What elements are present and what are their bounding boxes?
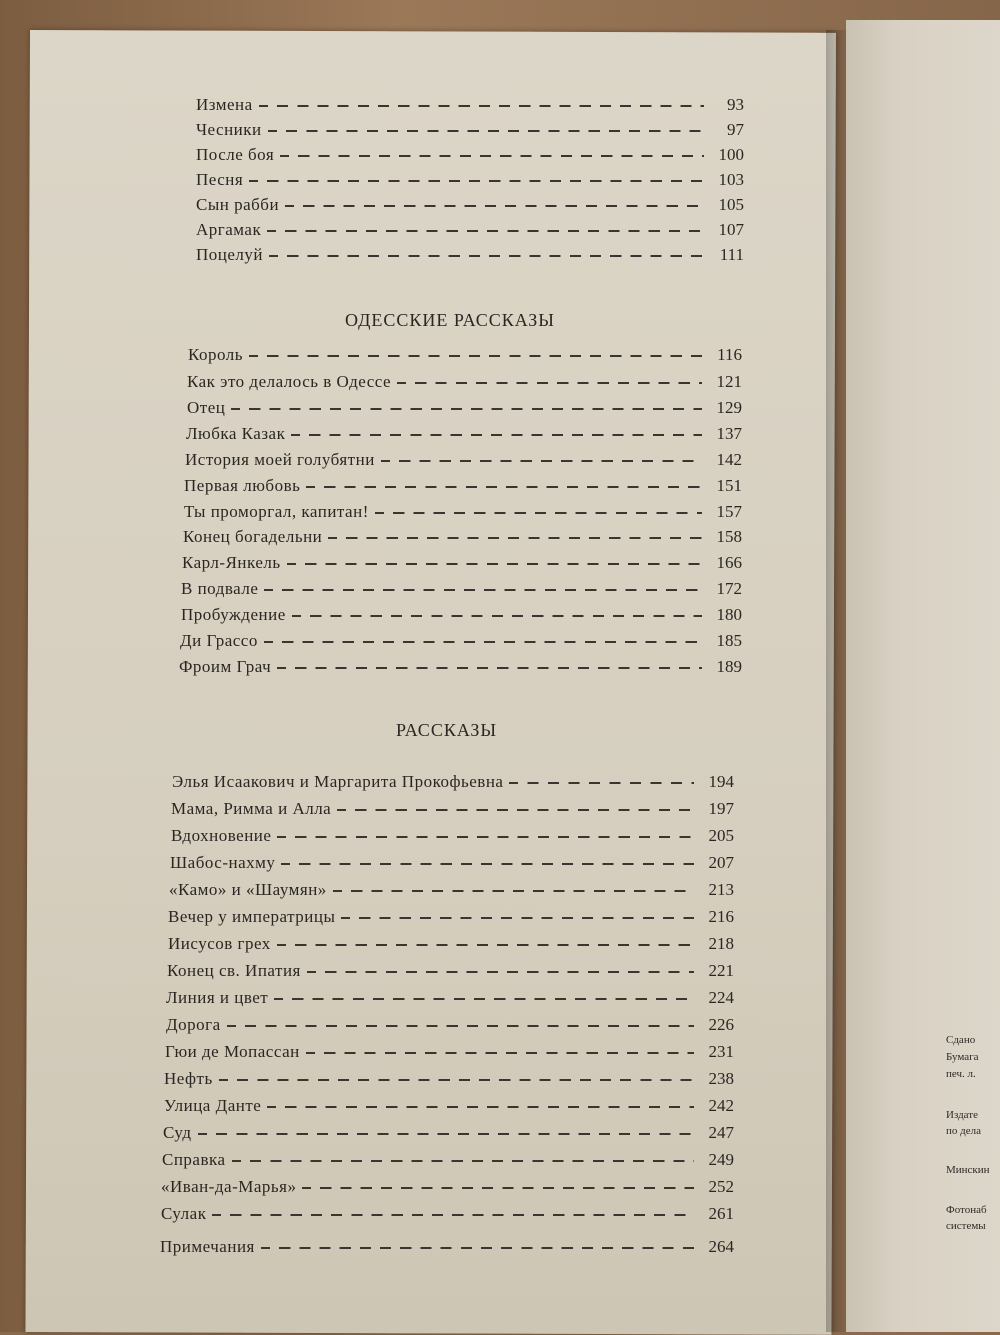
toc-entry — [168, 934, 734, 958]
leader-dashes — [267, 1096, 694, 1108]
page-number: 185 — [716, 631, 742, 650]
entry-title: Дорога — [166, 1015, 221, 1034]
toc-entry — [165, 1042, 734, 1066]
toc-entry — [168, 907, 734, 931]
page-number: 238 — [708, 1069, 734, 1088]
toc-entry — [164, 1096, 734, 1120]
leader-dashes — [381, 450, 702, 462]
toc-entry — [166, 1015, 734, 1039]
entry-title: Поцелуй — [196, 245, 264, 264]
entry-title: Иисусов грех — [168, 934, 271, 953]
entry-title: Линия и цвет — [166, 988, 269, 1007]
leader-dashes — [264, 631, 702, 643]
entry-title: Карл-Янкель — [182, 553, 281, 572]
toc-entry — [187, 372, 742, 396]
leader-dashes — [285, 195, 704, 207]
imprint-line: Фотонаб — [946, 1204, 987, 1216]
leader-dashes — [307, 961, 694, 973]
entry-title: Конец богадельни — [183, 527, 323, 546]
toc-entry — [187, 398, 742, 422]
leader-dashes — [292, 605, 702, 617]
page-number: 197 — [708, 799, 734, 818]
entry-title: Пробуждение — [181, 605, 286, 624]
leader-dashes — [269, 245, 704, 257]
leader-dashes — [375, 502, 702, 514]
toc-entry — [161, 1204, 734, 1228]
entry-title: В подвале — [181, 579, 259, 598]
page-number: 252 — [708, 1177, 734, 1196]
page-number: 242 — [708, 1096, 734, 1115]
entry-title: Отец — [187, 398, 226, 417]
imprint-line: по дела — [946, 1125, 981, 1137]
toc-entry — [184, 476, 742, 500]
page-number: 107 — [718, 220, 744, 239]
page-number: 129 — [716, 398, 742, 417]
entry-title: Как это делалось в Одессе — [187, 372, 392, 391]
imprint-line: Минскин — [946, 1164, 990, 1176]
page-number: 249 — [708, 1150, 734, 1169]
toc-entry — [171, 799, 734, 823]
page-number: 157 — [716, 502, 742, 521]
leader-dashes — [274, 988, 694, 1000]
leader-dashes — [397, 372, 702, 384]
leader-dashes — [302, 1177, 694, 1189]
toc-entry — [196, 245, 744, 269]
entry-title: Сулак — [161, 1204, 207, 1223]
leader-dashes — [277, 657, 702, 669]
entry-title: «Камо» и «Шаумян» — [169, 880, 327, 899]
toc-entry — [163, 1123, 734, 1147]
page-number: 216 — [708, 907, 734, 926]
entry-title: Ты проморгал, капитан! — [184, 502, 369, 521]
entry-title: Гюи де Мопассан — [165, 1042, 300, 1061]
entry-title: «Иван-да-Марья» — [161, 1177, 297, 1196]
leader-dashes — [341, 907, 694, 919]
toc-entry — [196, 95, 744, 119]
leader-dashes — [280, 145, 704, 157]
page-number: 205 — [708, 826, 734, 845]
page-number: 105 — [718, 195, 744, 214]
entry-title: После боя — [196, 145, 275, 164]
page-number: 103 — [718, 170, 744, 189]
entry-title: Первая любовь — [184, 476, 301, 495]
entry-title: Улица Данте — [164, 1096, 262, 1115]
entry-title: Мама, Римма и Алла — [171, 799, 332, 818]
page-number: 172 — [716, 579, 742, 598]
imprint-line: Бумага — [946, 1051, 979, 1063]
toc-entry — [167, 961, 734, 985]
entry-title: Ди Грассо — [180, 631, 258, 650]
section-title: ОДЕССКИЕ РАССКАЗЫ — [345, 310, 555, 330]
page-number: 231 — [708, 1042, 734, 1061]
toc-entry — [196, 120, 744, 144]
page-number: 142 — [716, 450, 742, 469]
leader-dashes — [268, 120, 704, 132]
leader-dashes — [249, 170, 704, 182]
leader-dashes — [259, 95, 704, 107]
entry-title: Фроим Грач — [179, 657, 272, 676]
entry-title: Элья Исаакович и Маргарита Прокофьевна — [172, 772, 504, 791]
leader-dashes — [281, 853, 694, 865]
leader-dashes — [333, 880, 694, 892]
leader-dashes — [306, 476, 702, 488]
imprint-line: Сдано — [946, 1034, 976, 1046]
entry-title: Шабос-нахму — [170, 853, 276, 872]
page-number: 224 — [708, 988, 734, 1007]
page-number: 261 — [708, 1204, 734, 1223]
page-number: 97 — [727, 120, 744, 139]
entry-title: Любка Казак — [186, 424, 286, 443]
leader-dashes — [219, 1069, 694, 1081]
leader-dashes — [198, 1123, 695, 1135]
leader-dashes — [232, 1150, 694, 1162]
page-number: 166 — [716, 553, 742, 572]
page-number: 137 — [716, 424, 742, 443]
entry-title: Конец св. Ипатия — [167, 961, 301, 980]
toc-entry — [164, 1069, 734, 1093]
entry-title: Справка — [162, 1150, 226, 1169]
page-number: 207 — [708, 853, 734, 872]
entry-title: Нефть — [164, 1069, 213, 1088]
toc-entry — [180, 631, 742, 655]
entry-title: Примечания — [160, 1237, 255, 1256]
entry-title: Король — [188, 345, 244, 364]
entry-title: Сын рабби — [196, 195, 280, 214]
page-number: 247 — [708, 1123, 734, 1142]
page-number: 116 — [717, 345, 742, 364]
imprint-line: системы — [946, 1220, 986, 1232]
page-number: 121 — [716, 372, 742, 391]
section-title: РАССКАЗЫ — [396, 720, 498, 740]
entry-title: Чесники — [196, 120, 262, 139]
toc-entry — [186, 424, 742, 448]
toc-entry — [181, 579, 742, 603]
leader-dashes — [291, 424, 702, 436]
toc-entry — [196, 145, 744, 169]
leader-dashes — [264, 579, 702, 591]
leader-dashes — [287, 553, 702, 565]
imprint-line: печ. л. — [946, 1068, 976, 1080]
toc-entry — [166, 988, 734, 1012]
toc-entry — [185, 450, 742, 474]
page-number: 158 — [716, 527, 742, 546]
leader-dashes — [328, 527, 702, 539]
page-number: 189 — [716, 657, 742, 676]
page-number: 226 — [708, 1015, 734, 1034]
page-number: 100 — [718, 145, 744, 164]
entry-title: Вдохновение — [171, 826, 272, 845]
toc-entry — [181, 605, 742, 629]
entry-title: Измена — [196, 95, 253, 114]
toc-entry — [196, 195, 744, 219]
leader-dashes — [277, 826, 694, 838]
page-number: 194 — [708, 772, 734, 791]
toc-entry — [196, 170, 744, 194]
leader-dashes — [337, 799, 694, 811]
leader-dashes — [227, 1015, 694, 1027]
toc-entry — [184, 502, 742, 526]
leader-dashes — [231, 398, 702, 410]
toc-entry — [169, 880, 734, 904]
toc-entry — [196, 220, 744, 244]
page-number: 218 — [708, 934, 734, 953]
entry-title: Суд — [163, 1123, 192, 1142]
entry-title: Аргамак — [196, 220, 262, 239]
toc-entry — [179, 657, 742, 681]
entry-title: Вечер у императрицы — [168, 907, 336, 926]
toc-entry — [162, 1150, 734, 1174]
page-number: 180 — [716, 605, 742, 624]
page-number: 111 — [719, 245, 744, 264]
leader-dashes — [212, 1204, 694, 1216]
leader-dashes — [267, 220, 704, 232]
entry-title: История моей голубятни — [185, 450, 375, 469]
imprint-line: Издате — [946, 1109, 978, 1121]
page-number: 221 — [708, 961, 734, 980]
toc-entry — [160, 1237, 734, 1261]
toc-entry — [170, 853, 734, 877]
leader-dashes — [306, 1042, 694, 1054]
leader-dashes — [509, 772, 694, 784]
toc-entry — [183, 527, 742, 551]
toc-entry — [161, 1177, 734, 1201]
page-number: 151 — [716, 476, 742, 495]
leader-dashes — [277, 934, 694, 946]
toc-entry — [182, 553, 742, 577]
page-number: 93 — [727, 95, 744, 114]
toc-entry — [188, 345, 742, 369]
leader-dashes — [261, 1237, 694, 1249]
page-number: 264 — [708, 1237, 734, 1256]
toc-entry — [172, 772, 734, 796]
toc-entry — [171, 826, 734, 850]
entry-title: Песня — [196, 170, 244, 189]
leader-dashes — [249, 345, 702, 357]
page-number: 213 — [708, 880, 734, 899]
